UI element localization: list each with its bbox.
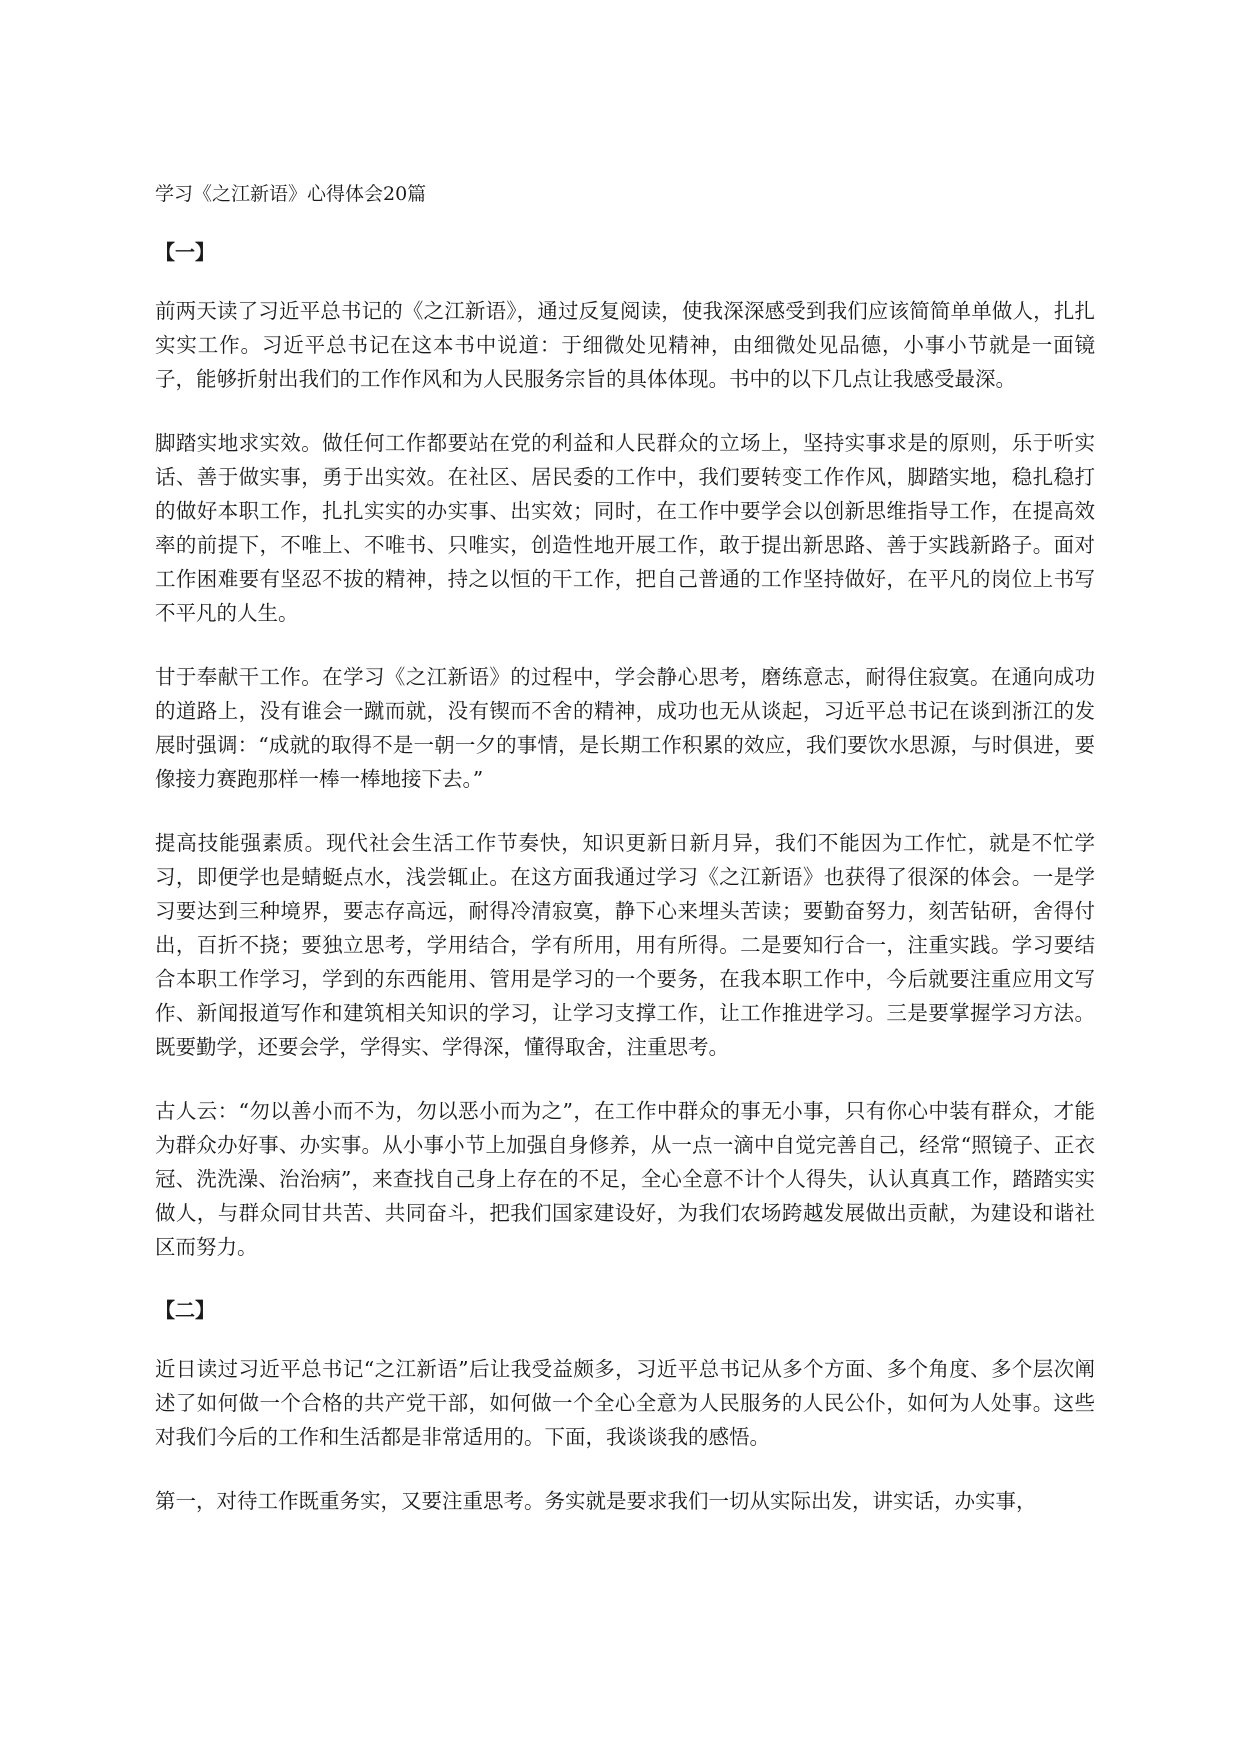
paragraph: 前两天读了习近平总书记的《之江新语》，通过反复阅读，使我深深感受到我们应该简简单单做人，扎扎实实工作。习近平总书记在这本书中说道：于细微处见精神，由细微处见品德，小事小节就是一面镜子，能够折射出我们的工作作风和为人民服务宗旨的具体体现。书中的以下几点让我感受最深。 (155, 299, 1095, 391)
paragraph: 甘于奉献干工作。在学习《之江新语》的过程中，学会静心思考，磨练意志，耐得住寂寞。在通向成功的道路上，没有谁会一蹴而就，没有锲而不舍的精神，成功也无从谈起，习近平总书记在谈到浙江的发展时强调：“成就的取得不是一朝一夕的事情，是长期工作积累的效应，我们要饮水思源，与时俱进，要像接力赛跑那样一棒一棒地接下去。” (155, 665, 1095, 791)
paragraph: 脚踏实地求实效。做任何工作都要站在党的利益和人民群众的立场上，坚持实事求是的原则，乐于听实话、善于做实事，勇于出实效。在社区、居民委的工作中，我们要转变工作作风，脚踏实地，稳扎稳打的做好本职工作，扎扎实实的办实事、出实效；同时，在工作中要学会以创新思维指导工作，在提高效率的前提下，不唯上、不唯书、只唯实，创造性地开展工作，敢于提出新思路、善于实践新路子。面对工作困难要有坚忍不拔的精神，持之以恒的干工作，把自己普通的工作坚持做好，在平凡的岗位上书写不平凡的人生。 (155, 431, 1095, 625)
paragraph: 古人云：“勿以善小而不为，勿以恶小而为之”，在工作中群众的事无小事，只有你心中装有群众，才能为群众办好事、办实事。从小事小节上加强自身修养，从一点一滴中自觉完善自己，经常“照镜子、正衣冠、洗洗澡、治治病”，来查找自己身上存在的不足，全心全意不计个人得失，认认真真工作，踏踏实实做人，与群众同甘共苦、共同奋斗，把我们国家建设好，为我们农场跨越发展做出贡献，为建设和谐社区而努力。 (155, 1099, 1095, 1259)
paragraph: 近日读过习近平总书记“之江新语”后让我受益颇多，习近平总书记从多个方面、多个角度、多个层次阐述了如何做一个合格的共产党干部，如何做一个全心全意为人民服务的人民公仆，如何为人处事。这些对我们今后的工作和生活都是非常适用的。下面，我谈谈我的感悟。 (155, 1357, 1095, 1449)
section-heading: 【一】 (155, 240, 215, 264)
document-title: 学习《之江新语》心得体会20篇 (155, 183, 427, 205)
document-body (155, 178, 1095, 1548)
paragraph: 第一，对待工作既重务实，又要注重思考。务实就是要求我们一切从实际出发，讲实话，办实事， (155, 1489, 1037, 1513)
paragraph: 提高技能强素质。现代社会生活工作节奏快，知识更新日新月异，我们不能因为工作忙，就是不忙学习，即便学也是蜻蜓点水，浅尝辄止。在这方面我通过学习《之江新语》也获得了很深的体会。一是学习要达到三种境界，要志存高远，耐得冷清寂寞，静下心来埋头苦读；要勤奋努力，刻苦钻研，舍得付出，百折不挠；要独立思考，学用结合，学有所用，用有所得。二是要知行合一，注重实践。学习要结合本职工作学习，学到的东西能用、管用是学习的一个要务，在我本职工作中，今后就要注重应用文写作、新闻报道写作和建筑相关知识的学习，让学习支撑工作，让工作推进学习。三是要掌握学习方法。既要勤学，还要会学，学得实、学得深，懂得取舍，注重思考。 (155, 831, 1095, 1059)
section-heading: 【二】 (155, 1298, 215, 1322)
